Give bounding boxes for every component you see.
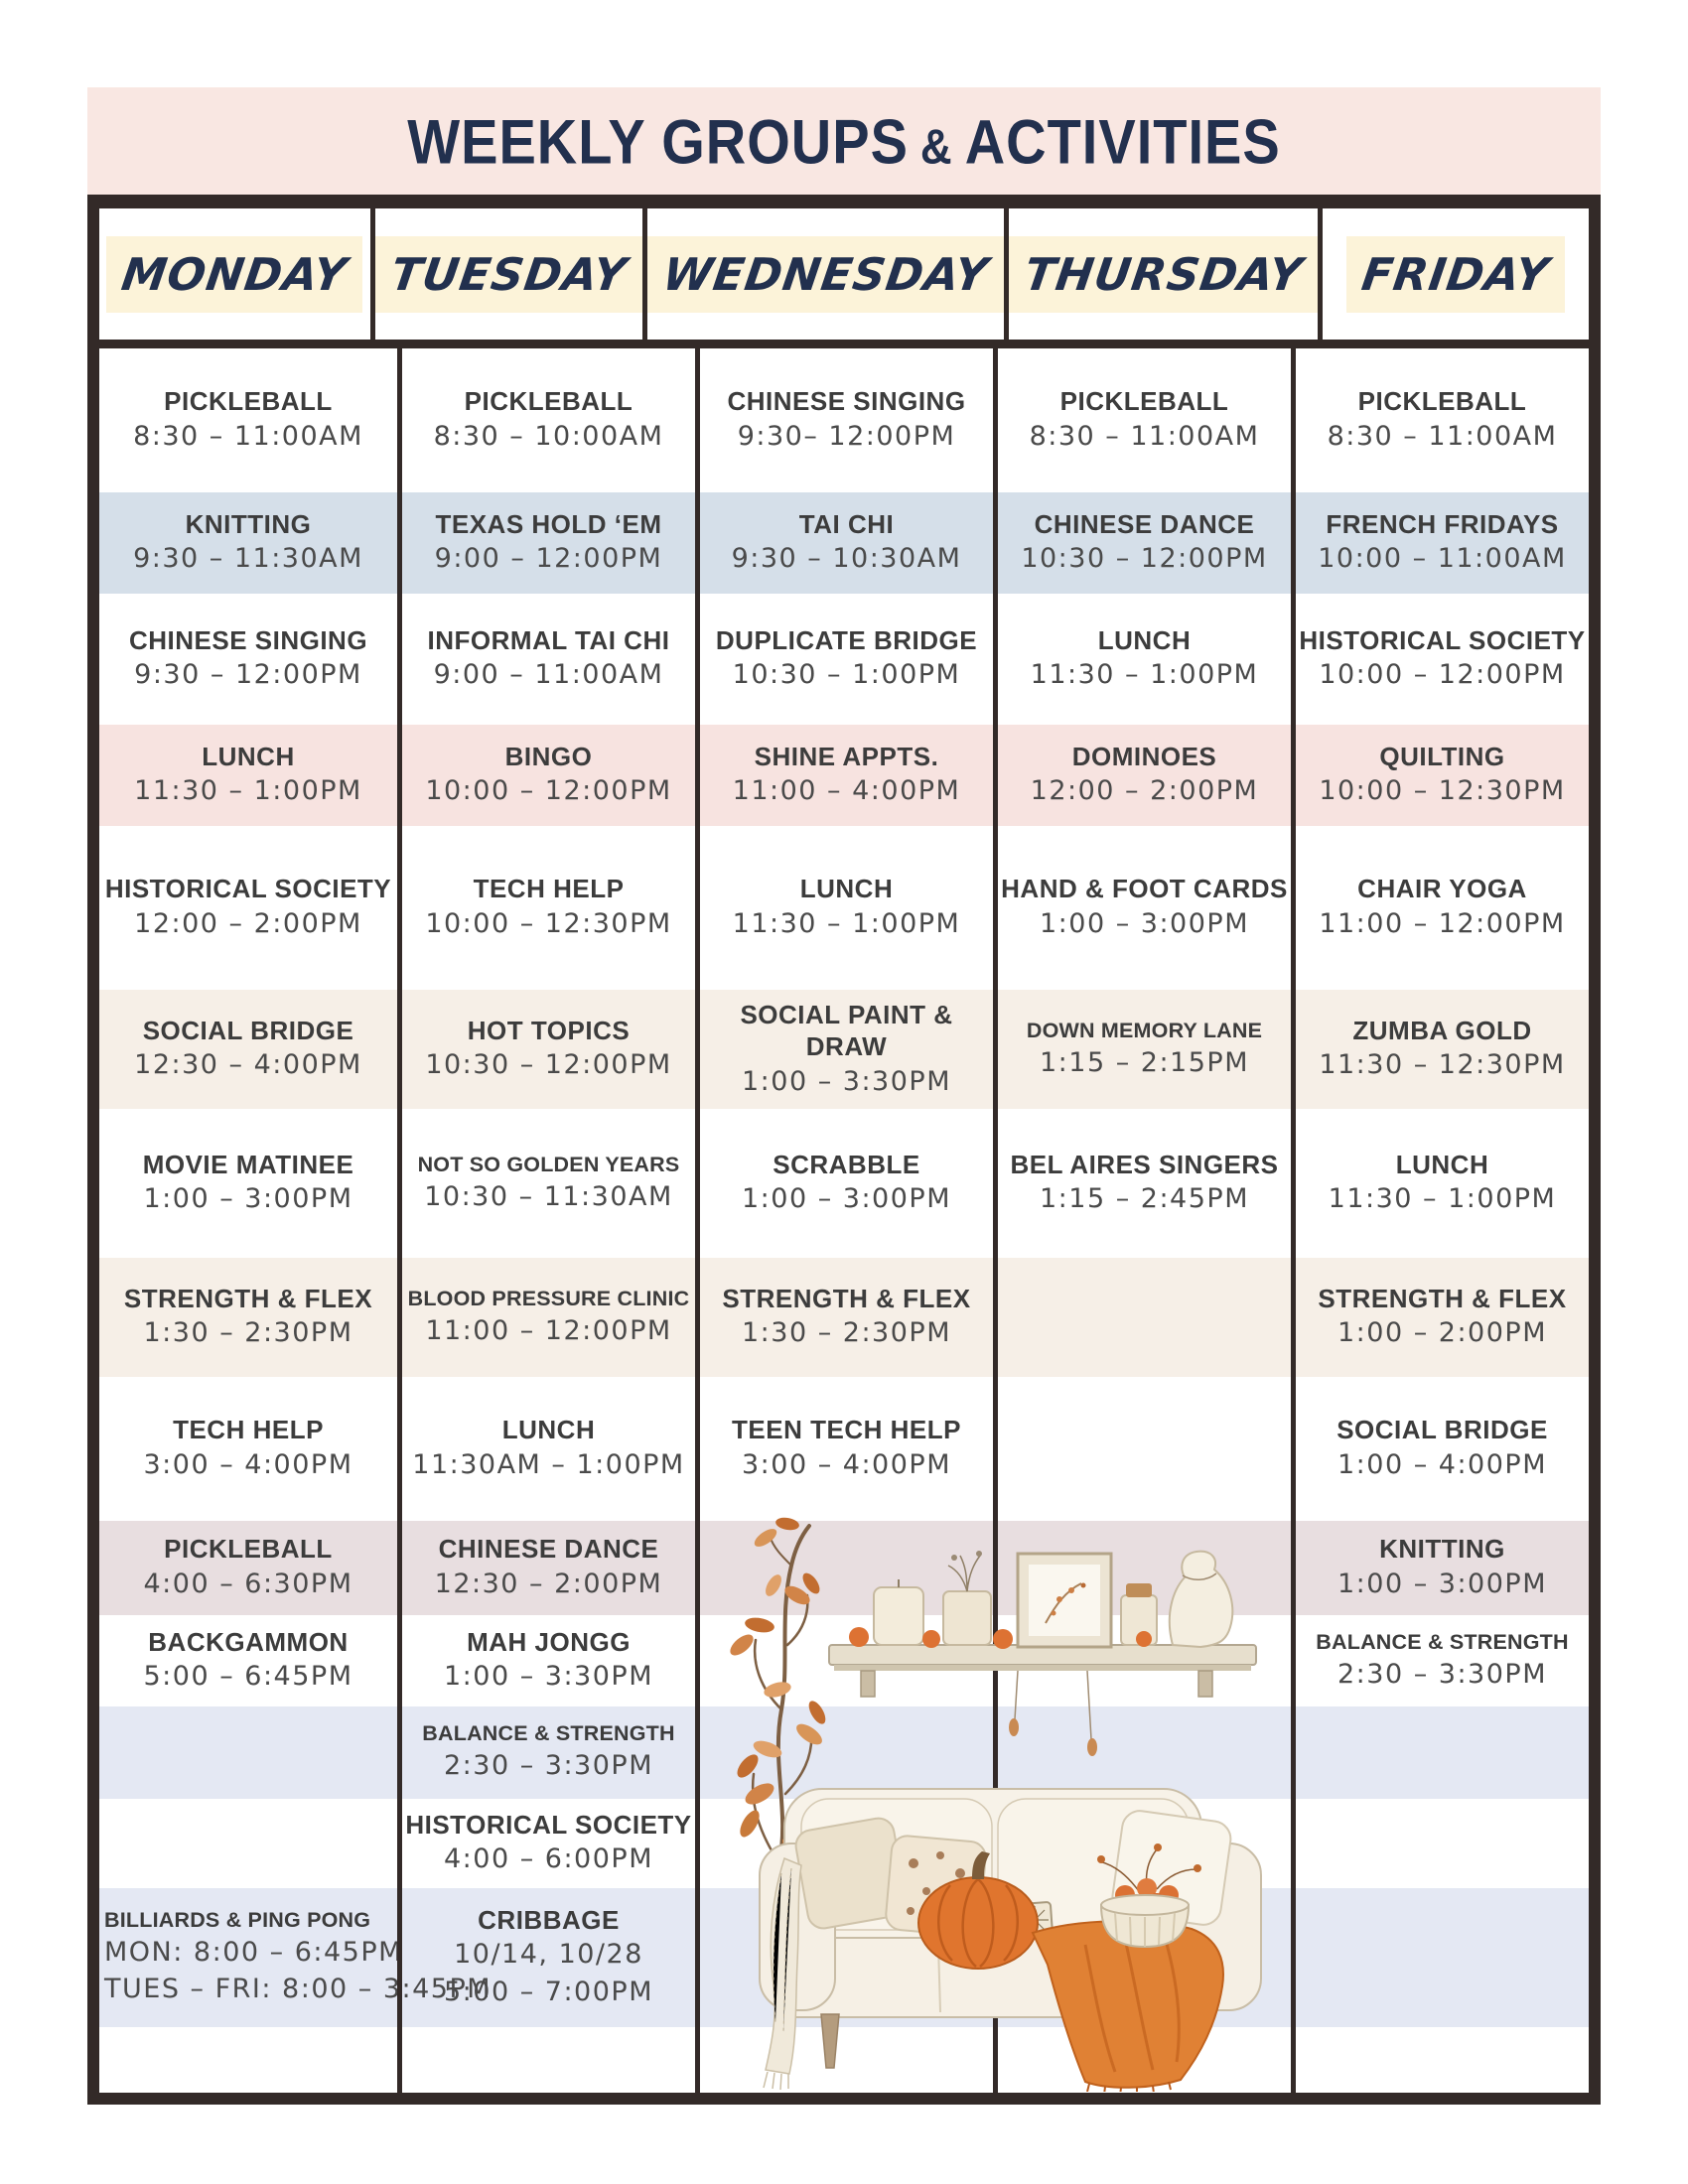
activity-cell-tuesday-r1 <box>397 348 695 492</box>
schedule-row-2 <box>99 492 1589 594</box>
activity-cell-monday-r13 <box>99 1799 397 1888</box>
activity-entry <box>402 1414 695 1483</box>
activity-name: PICKLEBALL <box>164 386 333 417</box>
activity-cell-tuesday-r15 <box>397 2027 695 2093</box>
activity-time: 5:00 – 7:00PM <box>443 1977 653 2008</box>
activity-cell-wednesday-r14 <box>695 1888 993 2027</box>
activity-name: BEL AIRES SINGERS <box>1010 1149 1279 1179</box>
activity-time: 8:30 – 10:00AM <box>433 420 664 452</box>
activity-cell-monday-r10 <box>99 1521 397 1615</box>
activity-time: 9:30– 12:00PM <box>737 420 956 452</box>
activity-cell-wednesday-r4 <box>695 725 993 826</box>
activity-cell-friday-r3 <box>1291 594 1589 725</box>
activity-cell-thursday-r15 <box>993 2027 1291 2093</box>
activity-time: 11:30 – 1:00PM <box>134 775 362 807</box>
activity-time: 1:30 – 2:30PM <box>143 1317 353 1349</box>
activity-time: 3:00 – 4:00PM <box>143 1448 353 1480</box>
activity-cell-friday-r5 <box>1291 826 1589 990</box>
activity-name: BLOOD PRESSURE CLINIC <box>407 1286 690 1310</box>
activity-entry <box>1296 1533 1589 1602</box>
activity-time: 11:30 – 1:00PM <box>732 907 961 939</box>
activity-cell-wednesday-r9 <box>695 1377 993 1521</box>
page-title-left: WEEKLY GROUPS <box>407 105 909 177</box>
day-header-label: FRIDAY <box>1358 247 1553 301</box>
activity-entry <box>402 741 695 810</box>
activity-cell-wednesday-r11 <box>695 1615 993 1706</box>
activity-time: 9:30 – 11:30AM <box>133 543 363 575</box>
activity-name: HOT TOPICS <box>467 1015 631 1045</box>
activity-entry <box>99 1149 397 1218</box>
activity-time: 1:00 – 3:00PM <box>1336 1568 1547 1599</box>
activity-cell-thursday-r1 <box>993 348 1291 492</box>
activity-time: 10:30 – 1:00PM <box>732 659 961 691</box>
activity-time: 3:00 – 4:00PM <box>741 1448 951 1480</box>
day-header-block <box>106 236 362 313</box>
schedule-row-10 <box>99 1521 1589 1615</box>
activity-entry <box>1296 873 1589 942</box>
activity-entry <box>998 1018 1291 1082</box>
activity-entry <box>700 1149 993 1218</box>
activity-cell-thursday-r6 <box>993 990 1291 1109</box>
activity-name: STRENGTH & FLEX <box>1318 1283 1567 1313</box>
activity-cell-tuesday-r4 <box>397 725 695 826</box>
activity-time: 1:00 – 3:00PM <box>143 1183 353 1215</box>
activity-entry <box>99 873 397 942</box>
activity-name: LUNCH <box>1395 1149 1489 1179</box>
activity-cell-monday-r2 <box>99 492 397 594</box>
activity-entry <box>700 999 993 1101</box>
schedule-row-1 <box>99 348 1589 492</box>
activity-cell-monday-r7 <box>99 1109 397 1258</box>
activity-time: 12:00 – 2:00PM <box>1030 775 1259 807</box>
activity-entry <box>700 385 993 455</box>
activity-name: CRIBBAGE <box>478 1904 620 1935</box>
activity-time: 1:00 – 4:00PM <box>1336 1448 1547 1480</box>
activity-cell-monday-r8 <box>99 1258 397 1377</box>
schedule-row-11 <box>99 1615 1589 1706</box>
activity-entry <box>700 1414 993 1483</box>
schedule-row-13 <box>99 1799 1589 1888</box>
activity-cell-thursday-r11 <box>993 1615 1291 1706</box>
activity-cell-monday-r6 <box>99 990 397 1109</box>
day-header-block <box>1009 236 1319 313</box>
activity-name: SOCIAL BRIDGE <box>1336 1415 1548 1445</box>
activity-time: 11:30 – 12:30PM <box>1319 1049 1566 1081</box>
activity-name: LUNCH <box>1097 624 1192 655</box>
day-header-label: TUESDAY <box>386 247 631 301</box>
activity-cell-monday-r5 <box>99 826 397 990</box>
schedule-table <box>87 195 1601 2105</box>
activity-cell-thursday-r5 <box>993 826 1291 990</box>
activity-time: 2:30 – 3:30PM <box>1336 1658 1547 1690</box>
activity-cell-friday-r14 <box>1291 1888 1589 2027</box>
activity-name: QUILTING <box>1379 741 1505 771</box>
activity-cell-tuesday-r11 <box>397 1615 695 1706</box>
activity-cell-monday-r14 <box>99 1888 492 2027</box>
activity-cell-thursday-r2 <box>993 492 1291 594</box>
activity-cell-tuesday-r6 <box>397 990 695 1109</box>
activity-name: PICKLEBALL <box>1357 386 1527 417</box>
day-header-row <box>99 208 1589 348</box>
activity-time: 1:30 – 2:30PM <box>741 1317 951 1349</box>
activity-name: TAI CHI <box>798 508 895 539</box>
activity-cell-friday-r8 <box>1291 1258 1589 1377</box>
activity-name: LUNCH <box>202 741 295 771</box>
day-header-block <box>1346 236 1565 313</box>
activity-time: 10:00 – 11:00AM <box>1318 543 1567 575</box>
activity-entry <box>99 1015 397 1084</box>
activity-time: 8:30 – 11:00AM <box>133 420 363 452</box>
activity-name: NOT SO GOLDEN YEARS <box>417 1152 680 1176</box>
activity-cell-wednesday-r12 <box>695 1706 993 1799</box>
activity-time: 9:30 – 12:00PM <box>134 659 362 691</box>
activity-name: STRENGTH & FLEX <box>123 1283 373 1313</box>
activity-entry <box>402 508 695 578</box>
activity-cell-tuesday-r10 <box>397 1521 695 1615</box>
activity-time: 1:00 – 3:00PM <box>741 1183 951 1215</box>
activity-time: 1:00 – 3:00PM <box>1039 907 1249 939</box>
activity-cell-monday-r15 <box>99 2027 397 2093</box>
activity-time: 12:30 – 2:00PM <box>434 1568 663 1599</box>
activity-time: 11:00 – 12:00PM <box>425 1314 672 1346</box>
activity-name: BINGO <box>504 741 593 771</box>
activity-entry <box>1296 1149 1589 1218</box>
activity-time: 12:00 – 2:00PM <box>134 907 362 939</box>
activity-cell-friday-r7 <box>1291 1109 1589 1258</box>
activity-time: 11:30 – 1:00PM <box>1030 659 1259 691</box>
activity-entry <box>998 508 1291 578</box>
activity-time: 10:30 – 12:00PM <box>425 1049 672 1081</box>
activity-name: TECH HELP <box>473 874 625 904</box>
schedule-row-12 <box>99 1706 1589 1799</box>
activity-entry <box>402 1720 695 1785</box>
activity-entry <box>1296 1414 1589 1483</box>
schedule-grid <box>99 348 1589 2093</box>
activity-entry <box>1296 508 1589 578</box>
activity-cell-thursday-r10 <box>993 1521 1291 1615</box>
activity-entry <box>700 741 993 810</box>
activity-entry <box>1296 1283 1589 1352</box>
activity-name: CHINESE SINGING <box>128 624 368 655</box>
activity-cell-wednesday-r5 <box>695 826 993 990</box>
activity-name: PICKLEBALL <box>1059 386 1229 417</box>
activity-time: 5:00 – 6:45PM <box>143 1661 353 1693</box>
activity-time: 10:00 – 12:00PM <box>1319 659 1566 691</box>
activity-cell-tuesday-r7 <box>397 1109 695 1258</box>
activity-entry <box>402 1626 695 1696</box>
activity-time: 11:00 – 4:00PM <box>732 775 961 807</box>
activity-cell-thursday-r3 <box>993 594 1291 725</box>
activity-cell-monday-r3 <box>99 594 397 725</box>
activity-name: SOCIAL PAINT & DRAW <box>740 999 953 1062</box>
activity-cell-wednesday-r1 <box>695 348 993 492</box>
activity-time: 8:30 – 11:00AM <box>1327 420 1558 452</box>
activity-entry <box>402 1904 695 2011</box>
activity-name: TEEN TECH HELP <box>732 1415 961 1445</box>
activity-time: 11:30 – 1:00PM <box>1328 1183 1557 1215</box>
activity-time: 2:30 – 3:30PM <box>443 1750 653 1782</box>
activity-time: MON: 8:00 – 6:45PM <box>104 1936 403 1968</box>
activity-time: 9:00 – 11:00AM <box>433 659 664 691</box>
activity-entry <box>402 1152 695 1216</box>
activity-time: 10:00 – 12:30PM <box>1319 775 1566 807</box>
activity-name: CHAIR YOGA <box>1357 874 1527 904</box>
activity-name: CHINESE DANCE <box>438 1534 659 1565</box>
day-header-block <box>647 236 1004 313</box>
day-header-label: MONDAY <box>118 247 352 301</box>
activity-cell-friday-r10 <box>1291 1521 1589 1615</box>
schedule-row-5 <box>99 826 1589 990</box>
activity-entry <box>1296 1629 1589 1694</box>
activity-entry <box>700 508 993 578</box>
activity-entry <box>99 1283 397 1352</box>
day-header-cell-friday <box>1318 208 1589 340</box>
activity-name: PICKLEBALL <box>164 1534 333 1565</box>
activity-entry <box>998 1149 1291 1218</box>
activity-time: 1:00 – 2:00PM <box>1336 1317 1547 1349</box>
activity-cell-monday-r9 <box>99 1377 397 1521</box>
activity-cell-tuesday-r9 <box>397 1377 695 1521</box>
activity-entry <box>700 1283 993 1352</box>
activity-entry <box>998 385 1291 455</box>
activity-cell-friday-r9 <box>1291 1377 1589 1521</box>
activity-entry <box>1296 624 1589 694</box>
day-header-cell-tuesday <box>370 208 642 340</box>
activity-entry <box>99 1533 397 1602</box>
page-title-ampersand: & <box>919 119 953 175</box>
activity-cell-tuesday-r12 <box>397 1706 695 1799</box>
activity-entry <box>94 1907 492 2008</box>
activity-cell-wednesday-r3 <box>695 594 993 725</box>
activity-time: 1:00 – 3:30PM <box>443 1661 653 1693</box>
activity-cell-friday-r15 <box>1291 2027 1589 2093</box>
activity-time: 12:30 – 4:00PM <box>134 1049 362 1081</box>
activity-entry <box>402 873 695 942</box>
schedule-row-6 <box>99 990 1589 1109</box>
activity-time: 11:00 – 12:00PM <box>1319 907 1566 939</box>
activity-time: 10:30 – 12:00PM <box>1021 543 1268 575</box>
activity-cell-tuesday-r3 <box>397 594 695 725</box>
activity-cell-thursday-r12 <box>993 1706 1291 1799</box>
activity-time: 10/14, 10/28 <box>454 1939 643 1971</box>
activity-entry <box>1296 741 1589 810</box>
day-header-label: THURSDAY <box>1021 247 1307 301</box>
activity-name: SCRABBLE <box>773 1149 920 1179</box>
activity-cell-friday-r12 <box>1291 1706 1589 1799</box>
activity-time: 10:00 – 12:30PM <box>425 907 672 939</box>
activity-cell-friday-r2 <box>1291 492 1589 594</box>
activity-name: CHINESE DANCE <box>1034 508 1255 539</box>
day-header-block <box>375 236 642 313</box>
schedule-row-14 <box>99 1888 1589 2027</box>
activity-cell-friday-r6 <box>1291 990 1589 1109</box>
activity-cell-monday-r11 <box>99 1615 397 1706</box>
activity-entry <box>99 624 397 694</box>
activity-name: TEXAS HOLD ‘EM <box>435 508 662 539</box>
schedule-row-15 <box>99 2027 1589 2093</box>
activity-time: 1:15 – 2:15PM <box>1039 1046 1249 1078</box>
activity-entry <box>99 508 397 578</box>
activity-name: HISTORICAL SOCIETY <box>405 1809 692 1840</box>
activity-time: 1:15 – 2:45PM <box>1039 1183 1249 1215</box>
activity-entry <box>402 1809 695 1878</box>
schedule-row-8 <box>99 1258 1589 1377</box>
activity-name: STRENGTH & FLEX <box>722 1283 971 1313</box>
activity-entry <box>998 741 1291 810</box>
schedule-row-3 <box>99 594 1589 725</box>
activity-name: SOCIAL BRIDGE <box>142 1015 354 1045</box>
activity-name: MOVIE MATINEE <box>142 1149 354 1179</box>
activity-name: LUNCH <box>501 1415 596 1445</box>
activity-entry <box>99 1414 397 1483</box>
activity-cell-thursday-r14 <box>993 1888 1291 2027</box>
activity-name: INFORMAL TAI CHI <box>427 624 670 655</box>
activity-time: 10:00 – 12:00PM <box>425 775 672 807</box>
activity-entry <box>402 1286 695 1350</box>
activity-cell-thursday-r4 <box>993 725 1291 826</box>
schedule-row-9 <box>99 1377 1589 1521</box>
activity-entry <box>99 385 397 455</box>
day-header-cell-wednesday <box>642 208 1004 340</box>
day-header-label: WEDNESDAY <box>658 247 992 301</box>
page-title-banner <box>87 87 1601 195</box>
activity-time: 8:30 – 11:00AM <box>1029 420 1260 452</box>
activity-name: HISTORICAL SOCIETY <box>1299 624 1586 655</box>
activity-cell-wednesday-r2 <box>695 492 993 594</box>
activity-name: LUNCH <box>799 874 894 904</box>
schedule-row-4 <box>99 725 1589 826</box>
activity-name: DOMINOES <box>1071 741 1217 771</box>
activity-entry <box>99 741 397 810</box>
activity-cell-friday-r4 <box>1291 725 1589 826</box>
activity-cell-tuesday-r2 <box>397 492 695 594</box>
activity-cell-tuesday-r5 <box>397 826 695 990</box>
activity-name: KNITTING <box>1379 1534 1505 1565</box>
activity-name: ZUMBA GOLD <box>1352 1015 1532 1045</box>
activity-time: TUES – FRI: 8:00 – 3:45PM <box>104 1974 492 2005</box>
activity-name: FRENCH FRIDAYS <box>1326 508 1559 539</box>
activity-cell-monday-r12 <box>99 1706 397 1799</box>
activity-cell-wednesday-r13 <box>695 1799 993 1888</box>
day-header-cell-thursday <box>1004 208 1319 340</box>
activity-entry <box>998 624 1291 694</box>
activity-cell-thursday-r13 <box>993 1799 1291 1888</box>
activity-cell-thursday-r7 <box>993 1109 1291 1258</box>
activity-name: DOWN MEMORY LANE <box>1026 1018 1263 1042</box>
activity-name: HAND & FOOT CARDS <box>1001 874 1288 904</box>
activity-cell-thursday-r9 <box>993 1377 1291 1521</box>
activity-name: PICKLEBALL <box>464 386 633 417</box>
activity-cell-wednesday-r10 <box>695 1521 993 1615</box>
activity-name: BACKGAMMON <box>148 1626 349 1657</box>
activity-cell-monday-r1 <box>99 348 397 492</box>
activity-cell-friday-r13 <box>1291 1799 1589 1888</box>
page-title <box>407 105 1280 178</box>
activity-name: DUPLICATE BRIDGE <box>715 624 978 655</box>
day-header-cell-monday <box>99 208 370 340</box>
activity-entry <box>99 1626 397 1696</box>
activity-name: BALANCE & STRENGTH <box>422 1721 675 1746</box>
activity-entry <box>402 624 695 694</box>
activity-name: TECH HELP <box>173 1415 324 1445</box>
activity-cell-wednesday-r8 <box>695 1258 993 1377</box>
activity-cell-thursday-r8 <box>993 1258 1291 1377</box>
activity-time: 9:30 – 10:30AM <box>731 543 962 575</box>
activity-time: 4:00 – 6:00PM <box>443 1843 653 1875</box>
activity-name: SHINE APPTS. <box>754 741 939 771</box>
activity-entry <box>700 873 993 942</box>
activity-cell-wednesday-r6 <box>695 990 993 1109</box>
activity-name: HISTORICAL SOCIETY <box>104 874 392 904</box>
activity-cell-friday-r1 <box>1291 348 1589 492</box>
activity-time: 10:30 – 11:30AM <box>424 1180 673 1212</box>
activity-entry <box>998 873 1291 942</box>
activity-name: BALANCE & STRENGTH <box>1316 1629 1569 1654</box>
schedule-row-7 <box>99 1109 1589 1258</box>
activity-entry <box>402 1533 695 1602</box>
activity-name: KNITTING <box>185 508 312 539</box>
activity-cell-tuesday-r8 <box>397 1258 695 1377</box>
activity-entry <box>402 385 695 455</box>
activity-name: MAH JONGG <box>467 1626 631 1657</box>
activity-entry <box>402 1015 695 1084</box>
activity-time: 11:30AM – 1:00PM <box>412 1448 685 1480</box>
activity-entry <box>1296 1015 1589 1084</box>
activity-cell-monday-r4 <box>99 725 397 826</box>
activity-cell-wednesday-r7 <box>695 1109 993 1258</box>
activity-time: 1:00 – 3:30PM <box>741 1065 951 1097</box>
page-title-right: ACTIVITIES <box>964 105 1281 177</box>
activity-entry <box>1296 385 1589 455</box>
activity-cell-wednesday-r15 <box>695 2027 993 2093</box>
activity-time: 4:00 – 6:30PM <box>143 1568 353 1599</box>
activity-cell-tuesday-r13 <box>397 1799 695 1888</box>
activity-name: CHINESE SINGING <box>727 386 966 417</box>
activity-time: 9:00 – 12:00PM <box>434 543 663 575</box>
activity-cell-tuesday-r14 <box>397 1888 695 2027</box>
activity-cell-friday-r11 <box>1291 1615 1589 1706</box>
activity-name: BILLIARDS & PING PONG <box>104 1907 371 1932</box>
activity-entry <box>700 624 993 694</box>
